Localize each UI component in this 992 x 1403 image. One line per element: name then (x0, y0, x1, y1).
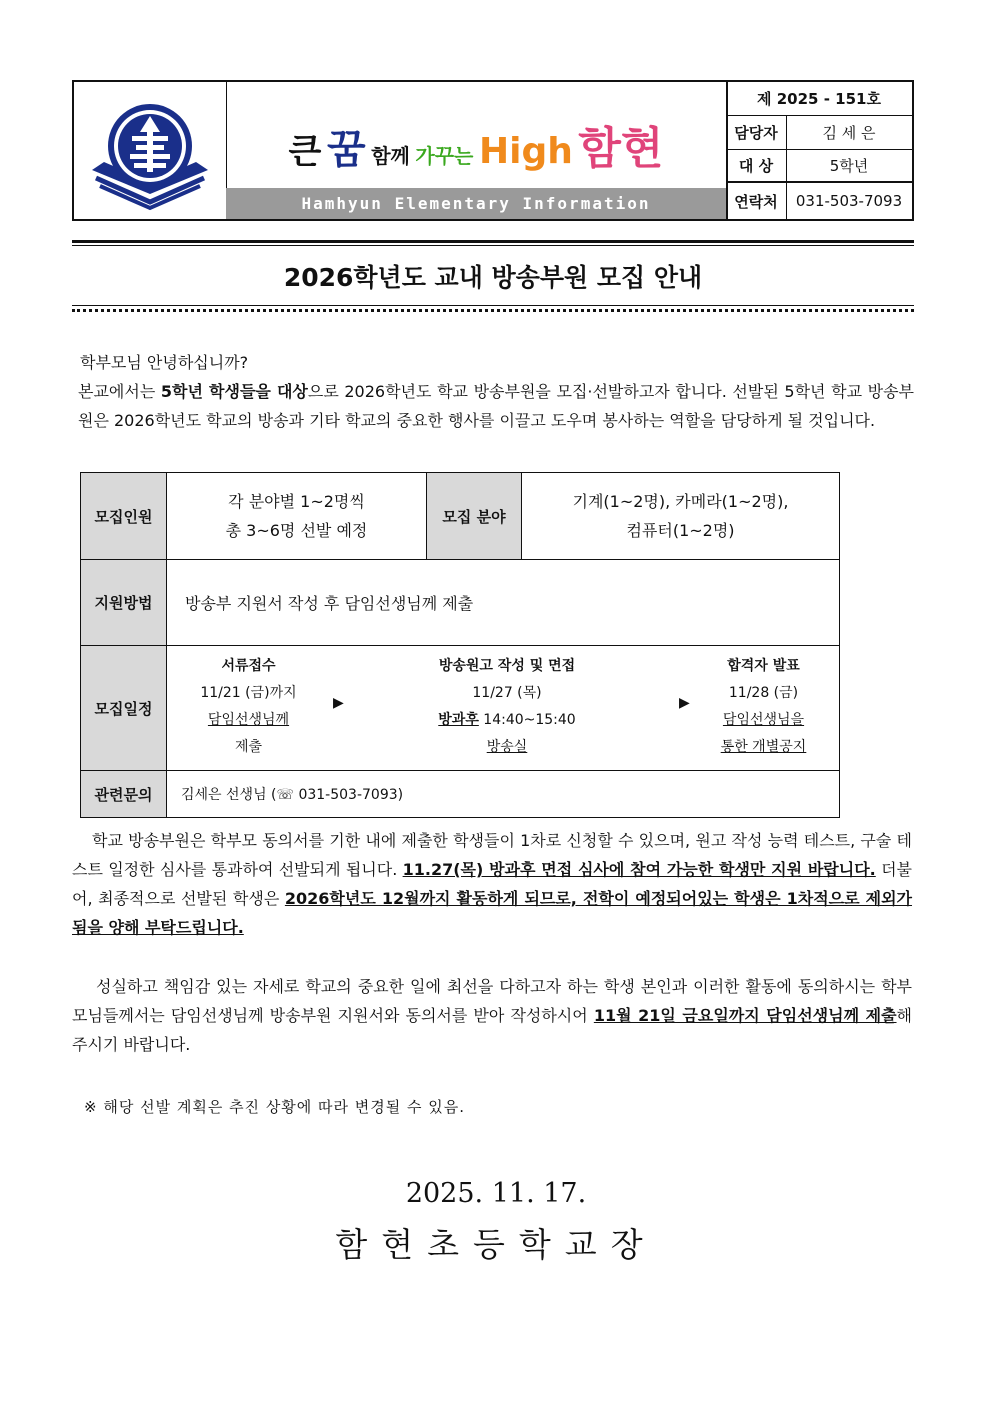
row-divider (81, 645, 839, 646)
slogan-grow: 가꾸는 (415, 144, 474, 168)
method-value: 방송부 지원서 작성 후 담임선생님께 제출 (185, 594, 474, 613)
meta-value: 031-503-7093 (795, 192, 903, 210)
slogan (226, 112, 726, 176)
step-after-school: 방과후 (438, 712, 479, 728)
step-detail: 제출 (234, 739, 263, 755)
meta-table (726, 82, 912, 219)
step-time (396, 707, 618, 734)
intro-paragraph (78, 377, 914, 435)
interview-requirement: 11.27(목) 방과후 면접 심사에 참여 가능한 학생만 지원 바랍니다. (402, 860, 876, 879)
step-announce (696, 653, 831, 761)
meta-value: 김 세 은 (822, 124, 876, 142)
meta-label: 담당자 (726, 116, 787, 149)
meta-row-contact (726, 182, 912, 219)
recruit-count-line2: 총 3~6명 선발 예정 (225, 521, 368, 540)
greeting: 학부모님 안녕하십니까? (80, 353, 249, 372)
application-text-2: 해 주시기 바랍니다. (72, 1006, 912, 1054)
meta-row-target (726, 150, 912, 182)
principal-signature: 함현초등학교장 (335, 1225, 657, 1264)
slogan-dream: 꿈 (326, 127, 366, 173)
title-rule-bottom-thin (72, 305, 914, 306)
step-detail: 담임선생님께 (207, 712, 290, 728)
application-paragraph (72, 972, 912, 1059)
step-documents (181, 653, 316, 761)
step-detail: 통한 개별공지 (720, 739, 807, 755)
recruit-count-label: 모집인원 (81, 473, 166, 559)
intro-target: 5학년 학생들을 대상 (160, 382, 308, 401)
slogan-school: 함현 (578, 123, 664, 174)
school-emblem-icon (74, 82, 226, 219)
change-notice: ※ 해당 선발 계획은 추진 상황에 따라 변경될 수 있음. (84, 1098, 466, 1116)
arrow-icon: ▶ (679, 695, 690, 711)
step-title: 방송원고 작성 및 면접 (438, 658, 576, 674)
title-rule-top (72, 240, 914, 243)
intro-text-1: 본교에서는 (78, 382, 161, 401)
logo-cell (74, 82, 227, 219)
recruit-count-value (167, 473, 426, 559)
step-title: 서류접수 (221, 658, 276, 674)
slogan-high: High (478, 131, 573, 172)
step-date: 11/21 (금)까지 (200, 685, 297, 701)
info-strip: Hamhyun Elementary Information (226, 188, 726, 219)
title-rule-bottom (72, 309, 914, 312)
field-line1: 기계(1~2명), 카메라(1~2명), (572, 492, 789, 511)
meta-label: 대 상 (726, 150, 787, 181)
application-text: 성실하고 책임감 있는 자세로 학교의 중요한 일에 최선을 다하고자 하는 학생 본인과 이러한 활동에 동의하시는 학부모님들께서는 담임선생님께 방송부원 지원서와 동의서를 받아 작성하시어 (72, 977, 912, 1025)
selection-text-2: 더불어, 최종적으로 선발된 학생은 (72, 860, 912, 908)
schedule-label: 모집일정 (81, 646, 166, 770)
submission-deadline: 11월 21일 금요일까지 담임선생님께 제출 (593, 1006, 897, 1025)
field-value (522, 473, 839, 559)
meta-row-manager (726, 116, 912, 150)
step-title: 합격자 발표 (727, 658, 800, 674)
field-line2: 컴퓨터(1~2명) (626, 521, 735, 540)
step-date: 11/28 (금) (728, 685, 799, 701)
step-interview (396, 653, 618, 761)
page-title: 2026학년도 교내 방송부원 모집 안내 (283, 263, 703, 292)
contact-value: 김세은 선생님 (☏ 031-503-7093) (181, 787, 404, 803)
selection-text: 학교 방송부원은 학부모 동의서를 기한 내에 제출한 학생들이 1차로 신청할 수 있으며, 원고 작성 능력 테스트, 구술 테스트 일정한 심사를 통과하여 선발되게 됩니다. (72, 831, 912, 879)
arrow-icon: ▶ (333, 695, 344, 711)
title-rule-top-thin (72, 245, 914, 246)
step-time-range: 14:40~15:40 (478, 712, 576, 728)
slogan-cell (226, 82, 728, 219)
selection-paragraph (72, 826, 912, 942)
step-detail: 담임선생님을 (722, 712, 805, 728)
header-box (72, 80, 914, 221)
step-date: 11/27 (목) (472, 685, 542, 701)
intro-text-2: 으로 2026학년도 학교 방송부원을 모집·선발하고자 합니다. 선발된 5학년 학교 방송부원은 2026학년도 학교의 방송과 기타 학교의 중요한 행사를 이끌고 도우며 봉사하는 역할을 담당하게 될 것입니다. (78, 382, 914, 430)
meta-value: 5학년 (829, 157, 869, 175)
activity-period-notice: 2026학년도 12월까지 활동하게 되므로, 전학이 예정되어있는 학생은 1차적으로 제외가 됨을 양해 부탁드립니다. (72, 889, 913, 937)
slogan-big: 큰 (288, 132, 322, 172)
field-label: 모집 분야 (427, 473, 521, 559)
recruit-table (80, 472, 840, 818)
method-label: 지원방법 (81, 560, 166, 645)
step-place: 방송실 (486, 739, 528, 755)
issue-date: 2025. 11. 17. (405, 1178, 587, 1209)
recruit-count-line1: 각 분야별 1~2명씩 (228, 492, 365, 511)
contact-label: 관련문의 (81, 771, 166, 817)
meta-label: 연락처 (726, 183, 787, 219)
issue-number: 제 2025 - 151호 (726, 82, 912, 116)
slogan-together: 함께 (371, 144, 410, 168)
